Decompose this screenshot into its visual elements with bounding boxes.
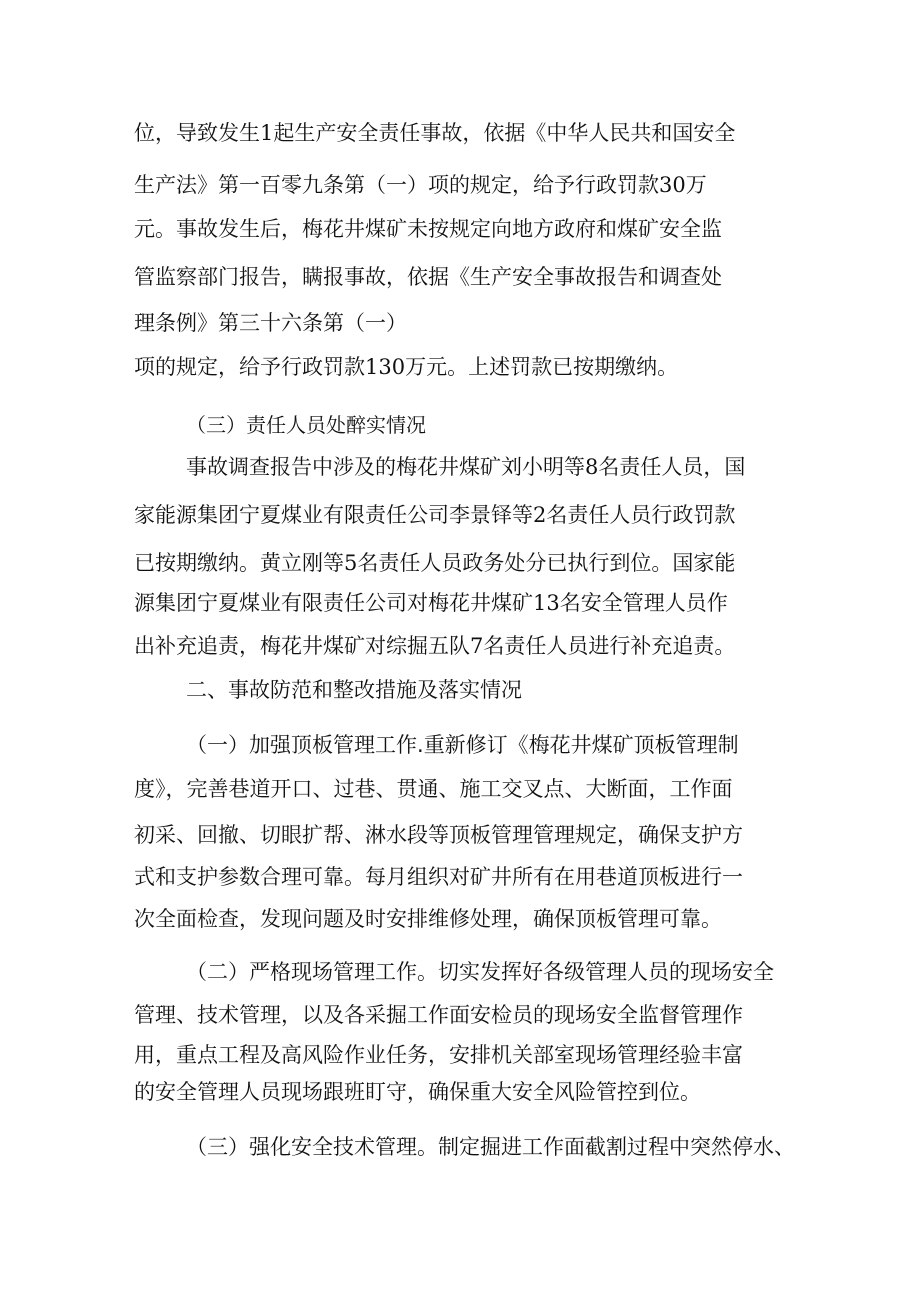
measure-text: 切实发挥好各级管理人员的现场安全	[438, 960, 774, 984]
measure-text: 制定掘进工作面截割过程中突然停水、	[438, 1135, 795, 1159]
paragraph-line: 家能源集团宁夏煤业有限责任公司李景铎等2名责任人员行政罚款	[134, 503, 736, 527]
paragraph-line: 元。事故发生后，梅花井煤矿未按规定向地方政府和煤矿安全监	[134, 217, 722, 241]
paragraph-line: 初采、回撤、切眼扩帮、淋水段等顶板管理管理规定，确保支护方	[134, 823, 743, 847]
measure-text: 重新修订《梅花井煤矿顶板管理制	[423, 733, 739, 757]
part-heading: 二、事故防范和整改措施及落实情况	[186, 678, 522, 702]
paragraph-line: 出补充追责，梅花井煤矿对综掘五队7名责任人员进行补充追责。	[134, 634, 736, 658]
paragraph-line: 的安全管理人员现场跟班盯守，确保重大安全风险管控到位。	[134, 1080, 701, 1104]
paragraph-line: 事故调查报告中涉及的梅花井煤矿刘小明等8名责任人员，国	[186, 455, 746, 479]
paragraph-line: 理条例》第三十六条第（一）	[134, 311, 407, 335]
paragraph-line: 管理、技术管理，以及各采掘工作面安检员的现场安全监督管理作	[134, 1003, 743, 1027]
measure-lead: （三）强化安全技术管理。	[186, 1135, 438, 1159]
paragraph-line: 项的规定，给予行政罚款130万元。上述罚款已按期缴纳。	[134, 355, 679, 379]
paragraph-line: 式和支护参数合理可靠。每月组织对矿井所有在用巷道顶板进行一	[134, 865, 743, 889]
paragraph-line: 已按期缴纳。黄立刚等5名责任人员政务处分已执行到位。国家能	[134, 551, 736, 575]
measure-lead: （一）加强顶板管理工作.	[186, 733, 424, 757]
paragraph-line	[186, 957, 774, 987]
paragraph-line: 源集团宁夏煤业有限责任公司对梅花井煤矿13名安全管理人员作	[134, 591, 728, 615]
paragraph-line: 用，重点工程及高风险作业任务，安排机关部室现场管理经验丰富	[134, 1043, 743, 1067]
paragraph-line: 度》，完善巷道开口、过巷、贯通、施工交叉点、大断面，工作面	[134, 777, 733, 801]
paragraph-line: 管监察部门报告，瞒报事故，依据《生产安全事故报告和调查处	[134, 265, 722, 289]
paragraph-line: 次全面检查，发现问题及时安排维修处理，确保顶板管理可靠。	[134, 907, 722, 931]
paragraph-line	[186, 730, 739, 760]
section-heading: （三）责任人员处醉实情况	[186, 413, 426, 437]
paragraph-line	[186, 1132, 795, 1162]
measure-lead: （二）严格现场管理工作。	[186, 960, 438, 984]
paragraph-line: 位，导致发生1起生产安全责任事故，依据《中华人民共和国安全	[134, 121, 736, 145]
paragraph-line: 生产法》第一百零九条第（一）项的规定，给予行政罚款30万	[134, 173, 707, 197]
